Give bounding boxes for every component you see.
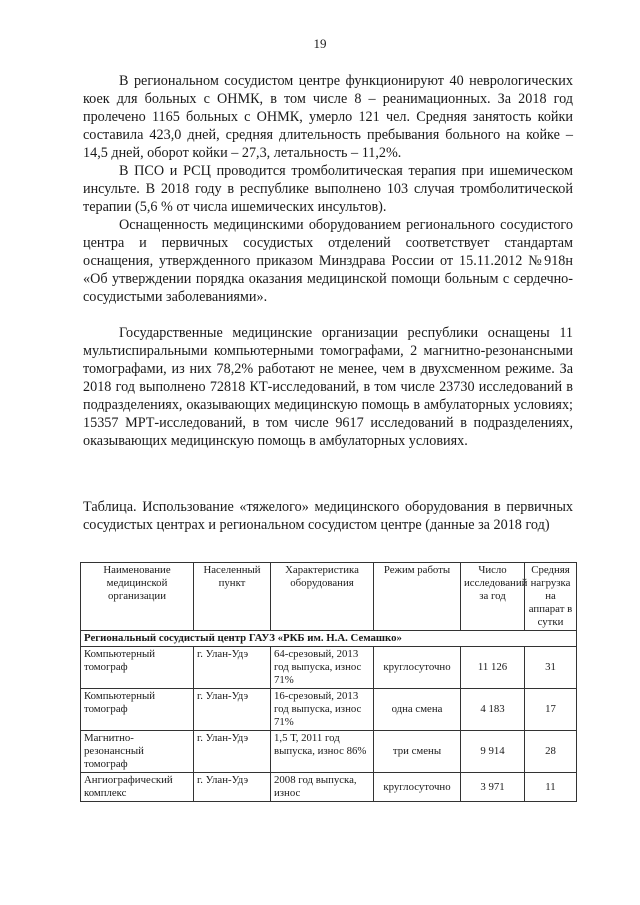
table-row bbox=[81, 689, 577, 731]
cell-work-mode: одна смена bbox=[374, 689, 461, 731]
header-locality: Населенный пункт bbox=[194, 563, 271, 631]
cell-studies-count: 11 126 bbox=[461, 647, 525, 689]
cell-characteristics: 64-срезовый, 2013 год выпуска, износ 71% bbox=[271, 647, 374, 689]
paragraph-thrombolysis: В ПСО и РСЦ проводится тромболитическая терапия при ишемическом инсульте. В 2018 году в республике выполнено 103 случая тромболитической терапии (5,6 % от числа ишемических инсультов). bbox=[83, 163, 573, 215]
equipment-table bbox=[80, 562, 577, 802]
header-work-mode: Режим работы bbox=[374, 563, 461, 631]
cell-locality: г. Улан-Удэ bbox=[194, 731, 271, 773]
cell-daily-load: 11 bbox=[525, 773, 577, 802]
cell-characteristics: 16-срезовый, 2013 год выпуска, износ 71% bbox=[271, 689, 374, 731]
cell-organization: Компьютерный томограф bbox=[81, 689, 194, 731]
cell-work-mode: круглосуточно bbox=[374, 773, 461, 802]
cell-studies-count: 9 914 bbox=[461, 731, 525, 773]
cell-organization: Магнитно-резонансный томограф bbox=[81, 731, 194, 773]
page-number: 19 bbox=[313, 36, 327, 51]
cell-characteristics: 2008 год выпуска, износ bbox=[271, 773, 374, 802]
cell-locality: г. Улан-Удэ bbox=[194, 647, 271, 689]
cell-locality: г. Улан-Удэ bbox=[194, 689, 271, 731]
cell-studies-count: 4 183 bbox=[461, 689, 525, 731]
paragraph-tomographs: Государственные медицинские организации республики оснащены 11 мультиспиральными компьютерными томографами, 2 магнитно-резонансными томографами, из них 78,2% работают не менее, чем в двухсменном режиме. За 2018 год выполнено 72818 КТ-исследований, в том числе 23730 исследований в подразделениях, оказывающих медицинскую помощь в амбулаторных условиях; 15357 МРТ-исследований, в том числе 9617 исследований в подразделениях, оказывающих медицинскую помощь в амбулаторных условиях. bbox=[83, 325, 573, 449]
section-title: Региональный сосудистый центр ГАУЗ «РКБ им. Н.А. Семашко» bbox=[81, 631, 577, 647]
cell-daily-load: 28 bbox=[525, 731, 577, 773]
header-characteristics: Характеристика оборудования bbox=[271, 563, 374, 631]
header-daily-load: Средняя нагрузка на аппарат в сутки bbox=[525, 563, 577, 631]
cell-organization: Компьютерный томограф bbox=[81, 647, 194, 689]
table-row bbox=[81, 773, 577, 802]
cell-work-mode: три смены bbox=[374, 731, 461, 773]
cell-studies-count: 3 971 bbox=[461, 773, 525, 802]
cell-daily-load: 17 bbox=[525, 689, 577, 731]
table-row bbox=[81, 731, 577, 773]
header-organization: Наименование медицинской организации bbox=[81, 563, 194, 631]
body-text bbox=[83, 72, 573, 450]
paragraph-stroke-center: В региональном сосудистом центре функционируют 40 неврологических коек для больных с ОНМК, в том числе 8 – реанимационных. За 2018 год пролечено 1165 больных с ОНМК, умерло 121 чел. Средняя занятость койки составила 423,0 дней, средняя длительность пребывания больного на койке – 14,5 дней, оборот койки – 27,3, летальность – 11,2%. bbox=[83, 73, 573, 161]
header-studies-count: Число исследований за год bbox=[461, 563, 525, 631]
cell-work-mode: круглосуточно bbox=[374, 647, 461, 689]
table-section-row bbox=[81, 631, 577, 647]
table-header-row bbox=[81, 563, 577, 631]
table-row bbox=[81, 647, 577, 689]
table-caption: Таблица. Использование «тяжелого» медицинского оборудования в первичных сосудистых центрах и региональном сосудистом центре (данные за 2018 год) bbox=[83, 499, 573, 533]
cell-organization: Ангиографический комплекс bbox=[81, 773, 194, 802]
cell-locality: г. Улан-Удэ bbox=[194, 773, 271, 802]
paragraph-equipment: Оснащенность медицинскими оборудованием регионального сосудистого центра и первичных сосудистых отделений соответствует стандартам оснащения, утвержденного приказом Минздрава России от 15.11.2012 №918н «Об утверждении порядка оказания медицинской помощи больным с сердечно-сосудистыми заболеваниями». bbox=[83, 217, 573, 305]
cell-daily-load: 31 bbox=[525, 647, 577, 689]
cell-characteristics: 1,5 Т, 2011 год выпуска, износ 86% bbox=[271, 731, 374, 773]
